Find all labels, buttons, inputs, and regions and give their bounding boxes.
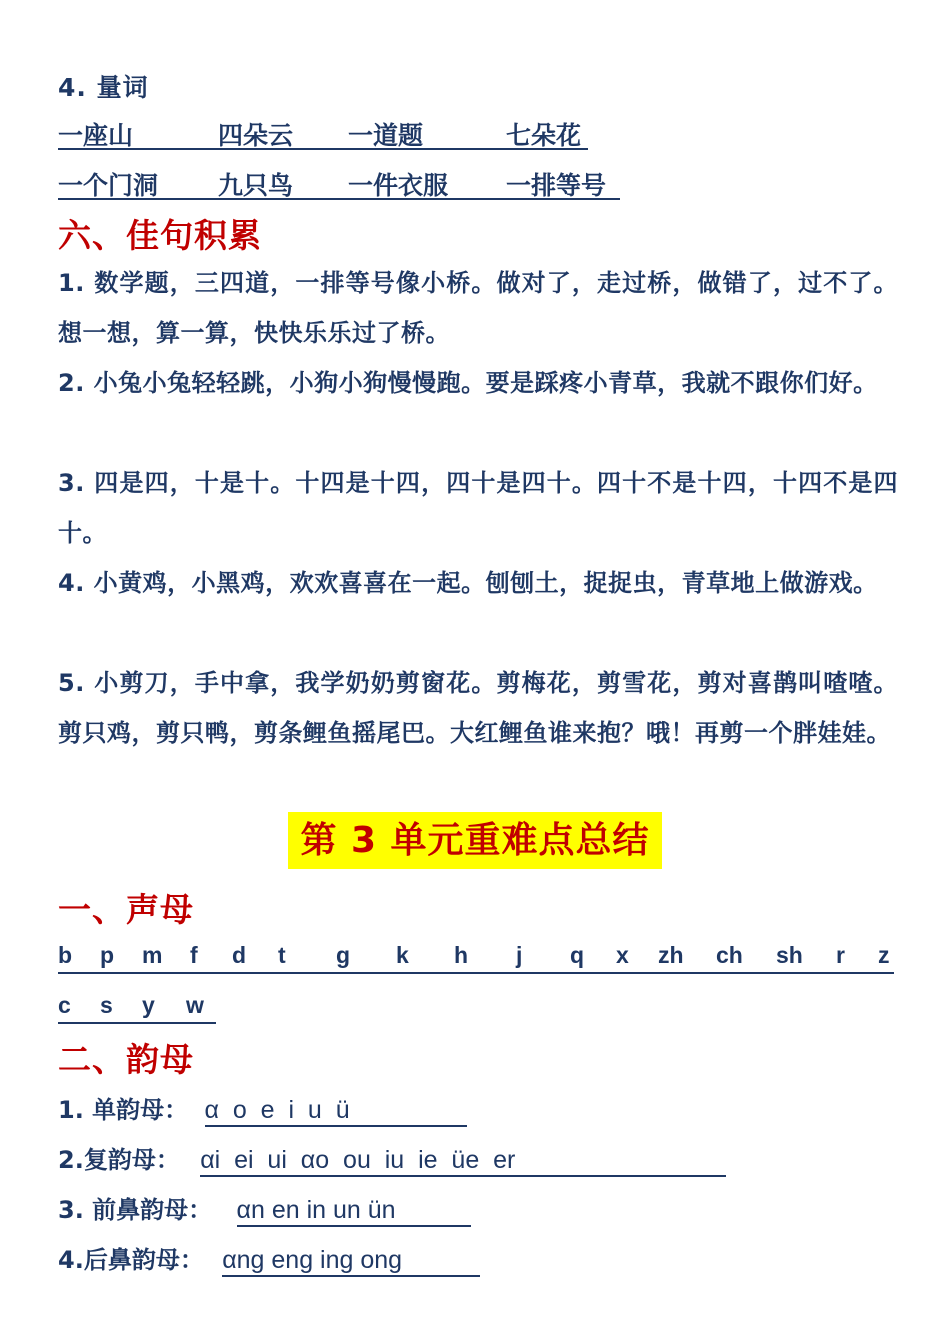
measure-word: 九只鸟 <box>218 171 294 200</box>
initial: m <box>142 942 163 968</box>
section-6-title: 六、佳句积累 <box>58 216 262 255</box>
finals-label: 2.复韵母： <box>58 1146 180 1174</box>
finals-back-nasal <box>58 1240 480 1277</box>
initial: s <box>100 992 113 1018</box>
initials-title: 一、声母 <box>58 890 194 929</box>
initial: z <box>878 942 890 968</box>
measure-words-row-1 <box>58 116 588 150</box>
initial: x <box>616 942 629 968</box>
initial: d <box>232 942 247 968</box>
sentence-item-5: 5. 小剪刀，手中拿，我学奶奶剪窗花。剪梅花，剪雪花，剪对喜鹊叫喳喳。剪只鸡，剪只鸭，剪条鲤鱼摇尾巴。大红鲤鱼谁来抱？哦！再剪一个胖娃娃。 <box>58 669 898 747</box>
finals-title: 二、韵母 <box>58 1040 194 1079</box>
unit-summary-banner: 第 3 单元重难点总结 <box>288 812 662 869</box>
initial: q <box>570 942 585 968</box>
initial: sh <box>776 942 803 968</box>
measure-word: 一个门洞 <box>58 171 159 200</box>
finals-front-nasal <box>58 1190 471 1227</box>
measure-words-heading: 4. 量词 <box>58 73 149 102</box>
initial: f <box>190 942 198 968</box>
measure-word: 七朵花 <box>506 121 582 150</box>
sentence-item-1: 1. 数学题，三四道，一排等号像小桥。做对了，走过桥，做错了，过不了。想一想，算一算，快快乐乐过了桥。 <box>58 269 898 347</box>
initial: p <box>100 942 115 968</box>
finals-value: α o e i u ü <box>205 1096 467 1127</box>
finals-compound <box>58 1140 726 1177</box>
initial: r <box>836 942 845 968</box>
initials-row-1 <box>58 942 894 974</box>
initial: ch <box>716 942 743 968</box>
sentence-item-4: 4. 小黄鸡，小黑鸡，欢欢喜喜在一起。刨刨土，捉捉虫，青草地上做游戏。 <box>58 569 878 597</box>
finals-label: 4.后鼻韵母： <box>58 1246 204 1274</box>
measure-words-row-2 <box>58 166 620 200</box>
initial: k <box>396 942 409 968</box>
finals-label: 3. 前鼻韵母： <box>58 1196 213 1224</box>
initial: t <box>278 942 286 968</box>
finals-label: 1. 单韵母： <box>58 1096 189 1124</box>
initial: b <box>58 942 73 968</box>
initial: y <box>142 992 155 1018</box>
sentence-item-2: 2. 小兔小兔轻轻跳，小狗小狗慢慢跑。要是踩疼小青草，我就不跟你们好。 <box>58 369 878 397</box>
finals-value: αn en in un ün <box>237 1196 471 1227</box>
measure-word: 一座山 <box>58 121 134 150</box>
measure-word: 一道题 <box>348 121 424 150</box>
measure-word: 一排等号 <box>506 171 607 200</box>
initial: c <box>58 992 71 1018</box>
initial: j <box>516 942 523 968</box>
initial: zh <box>658 942 684 968</box>
initial: g <box>336 942 351 968</box>
sentence-item-3: 3. 四是四，十是十。十四是十四，四十是四十。四十不是十四，十四不是四十。 <box>58 469 898 547</box>
initial: w <box>186 992 204 1018</box>
measure-word: 四朵云 <box>218 121 294 150</box>
initial: h <box>454 942 469 968</box>
finals-simple <box>58 1090 467 1127</box>
finals-value: αng eng ing ong <box>222 1246 480 1277</box>
initials-row-2 <box>58 992 216 1024</box>
finals-value: αi ei ui αo ou iu ie üe er <box>200 1146 726 1177</box>
measure-word: 一件衣服 <box>348 171 449 200</box>
